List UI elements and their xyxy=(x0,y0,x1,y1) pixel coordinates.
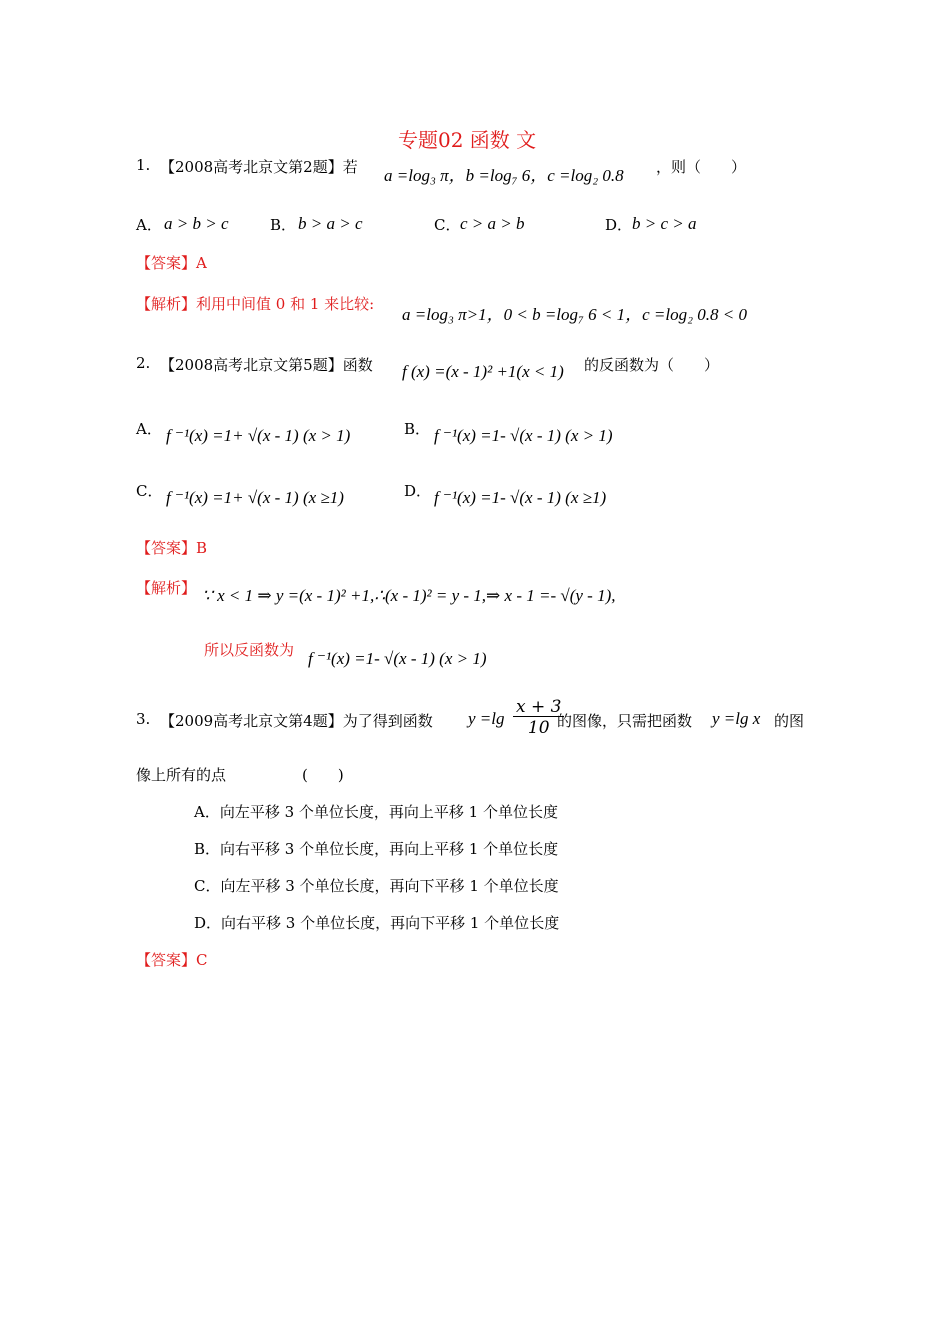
page-title: 专题02 函数 文 xyxy=(398,128,537,152)
q3-option-a: A．向左平移 3 个单位长度，再向上平移 1 个单位长度 xyxy=(194,803,558,821)
q1-option-c: c > a > b xyxy=(460,214,525,233)
q3-mid: 的图像，只需把函数 xyxy=(557,712,693,730)
q2-analysis2-label: 所以反函数为 xyxy=(204,641,295,659)
q2-option-a-label: A． xyxy=(136,420,162,438)
q3-fraction-numerator: x + 3 xyxy=(513,698,564,717)
q3-option-b: B．向右平移 3 个单位长度，再向上平移 1 个单位长度 xyxy=(194,840,559,858)
q1-option-a-label: A． xyxy=(136,216,162,234)
q3-paren: ( ) xyxy=(302,766,344,784)
q2-analysis-label: 【解析】 xyxy=(136,579,197,597)
q3-fraction-denominator: 10 xyxy=(527,718,550,738)
q1-option-d: b > c > a xyxy=(632,214,697,233)
q1-option-a: a > b > c xyxy=(164,214,229,233)
q2-tag: 【2008高考北京文第5题】函数 xyxy=(160,356,373,374)
q3-option-d: D．向右平移 3 个单位长度，再向下平移 1 个单位长度 xyxy=(194,914,560,932)
q1-option-c-label: C． xyxy=(434,216,461,234)
q2-option-b-label: B． xyxy=(404,420,431,438)
q1-number: 1. xyxy=(136,156,151,174)
q2-option-d: f ⁻¹(x) =1- √(x - 1) (x ≥1) xyxy=(434,488,607,507)
q3-end: 的图 xyxy=(774,712,805,730)
q3-line2: 像上所有的点 xyxy=(136,766,227,784)
q1-analysis-expression: a =log₃ π>1，0 < b =log₇ 6 < 1，c =log₂ 0.8 < 0 xyxy=(402,305,748,324)
q2-option-a: f ⁻¹(x) =1+ √(x - 1) (x > 1) xyxy=(166,426,351,445)
q3-expression-y: y =lg xyxy=(468,709,505,728)
q3-answer: 【答案】C xyxy=(136,951,208,969)
q2-option-b: f ⁻¹(x) =1- √(x - 1) (x > 1) xyxy=(434,426,613,445)
q2-analysis2-expression: f ⁻¹(x) =1- √(x - 1) (x > 1) xyxy=(308,649,487,668)
q1-expression: a =log₃ π，b =log₇ 6，c =log₂ 0.8 xyxy=(384,166,624,185)
q3-option-c: C．向左平移 3 个单位长度，再向下平移 1 个单位长度 xyxy=(194,877,559,895)
q2-option-c-label: C． xyxy=(136,482,163,500)
q1-answer: 【答案】A xyxy=(136,254,207,272)
q1-option-d-label: D． xyxy=(605,216,633,234)
q2-analysis-expression: ∵ x < 1 ⇒ y =(x - 1)² +1,∴(x - 1)² = y - 1,⇒ x - 1 =- √(y - 1), xyxy=(202,586,616,605)
q1-end: ，则（ ） xyxy=(656,158,747,176)
q3-number: 3. xyxy=(136,710,151,728)
q1-option-b: b > a > c xyxy=(298,214,363,233)
q1-option-b-label: B． xyxy=(270,216,297,234)
q2-number: 2. xyxy=(136,354,151,372)
q2-end: 的反函数为（ ） xyxy=(584,356,720,374)
q2-option-d-label: D． xyxy=(404,482,432,500)
q2-answer: 【答案】B xyxy=(136,539,208,557)
q1-analysis-label: 【解析】利用中间值 0 和 1 来比较: xyxy=(136,295,375,313)
q1-tag: 【2008高考北京文第2题】若 xyxy=(160,158,358,176)
q3-expression2: y =lg x xyxy=(712,709,761,728)
q2-expression: f (x) =(x - 1)² +1(x < 1) xyxy=(402,362,564,381)
q3-tag: 【2009高考北京文第4题】为了得到函数 xyxy=(160,712,433,730)
q2-option-c: f ⁻¹(x) =1+ √(x - 1) (x ≥1) xyxy=(166,488,344,507)
